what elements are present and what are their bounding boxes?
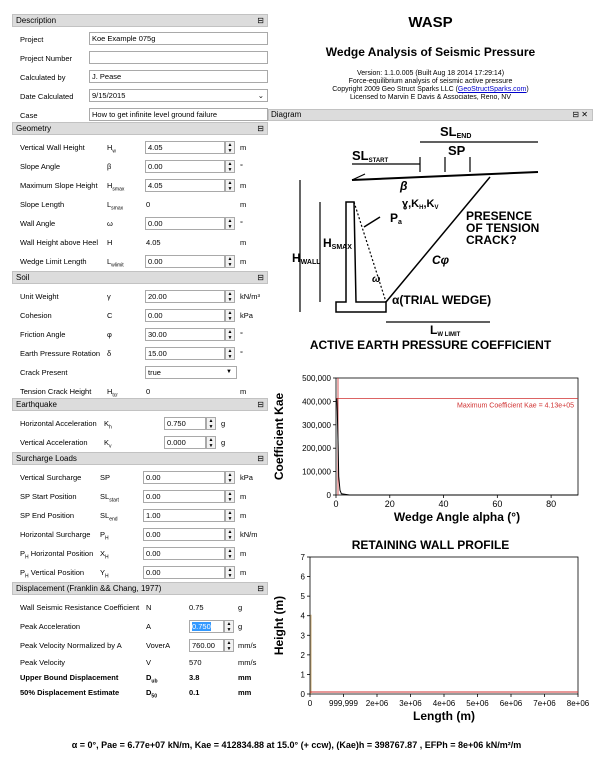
horizontal-surcharge-input[interactable]: 0.00 [143, 528, 225, 541]
wall-profile-chart [268, 555, 593, 735]
x-tick-label: 6e+06 [499, 699, 523, 708]
ph-vertical-stepper[interactable]: ▲ ▼ [225, 566, 235, 579]
case-label: Case [20, 111, 38, 120]
crack-present-label: Crack Present [20, 368, 68, 377]
y-tick-label: 200,000 [302, 444, 331, 454]
horizontal-surcharge-symbol: $P_H$ [100, 530, 109, 542]
unit: ° [240, 349, 243, 358]
unit: ° [240, 162, 243, 171]
earthquake-header[interactable]: Earthquake ⊟ [12, 398, 268, 411]
pin-icon[interactable]: ⊟ [257, 273, 264, 282]
x-tick-label: 7e+06 [533, 699, 556, 708]
cohesion-stepper[interactable]: ▲ ▼ [225, 309, 235, 322]
peak-accel-symbol: A [146, 622, 152, 631]
unit: mm [238, 688, 252, 697]
friction-angle-symbol: φ [107, 330, 112, 339]
slope-angle-symbol: β [107, 162, 112, 171]
x-tick-label: 60 [492, 499, 503, 509]
crack-label: CRACK? [466, 233, 517, 247]
ph-vertical-symbol: $Y_H$ [100, 568, 109, 580]
unit: mm/s [238, 641, 257, 650]
results-summary: α = 0°, Pae = 6.77e+07 kN/m, Kae = 412834.88 at 15.0° (+ ccw), (Kae)h = 398767.87 , EFPh = 8e+06 kN/m²/m [71, 740, 522, 750]
wall-angle-stepper[interactable]: ▲ ▼ [225, 217, 235, 230]
sp-start-symbol: $SL_{start}$ [100, 492, 119, 504]
wall-angle-symbol: ω [107, 219, 113, 228]
unit: g [221, 438, 226, 447]
tension-crack-symbol: $H_{tcr}$ [107, 387, 118, 399]
wall-angle-label: Wall Angle [20, 219, 56, 228]
slope-angle-label: Slope Angle [20, 162, 61, 171]
pa-label: Pa [390, 211, 402, 226]
sp-end-input[interactable]: 1.00 [143, 509, 225, 522]
wall-height-symbol: $H_w$ [107, 143, 117, 155]
max-slope-height-label: Maximum Slope Height [20, 181, 98, 190]
unit: m [240, 181, 247, 190]
x-axis-label: Wedge Angle alpha (°) [393, 510, 521, 524]
unit: g [238, 603, 243, 612]
max-coefficient-annotation: Maximum Coefficient Kae = 4.13e+05 [457, 402, 574, 410]
pressure-rotation-label: Earth Pressure Rotation [20, 349, 101, 358]
beta-label: β [400, 179, 408, 193]
description-section [12, 27, 268, 122]
fifty-percent-label: 50% Displacement Estimate [20, 688, 120, 697]
version-text: Version: 1.1.0.005 (Built Aug 18 2014 17:29:14) [356, 70, 505, 77]
unit-weight-label: Unit Weight [20, 292, 59, 301]
slope-angle-input[interactable]: 0.00 [145, 160, 225, 173]
unit: m [240, 387, 247, 396]
x-tick-label: 20 [384, 499, 395, 509]
horizontal-surcharge-stepper[interactable]: ▲ ▼ [225, 528, 235, 541]
license-text: Licensed to Marvin E Davis & Associates, Reno, NV [349, 94, 512, 101]
unit: m [240, 549, 247, 558]
velocity-normalized-stepper[interactable]: ▲ ▼ [224, 639, 234, 652]
slope-length-label: Slope Length [20, 200, 65, 209]
unit: kN/m [240, 530, 258, 539]
upper-bound-value: 3.8 [189, 673, 200, 682]
y-tick-label: 300,000 [302, 420, 331, 430]
y-tick-label: 1 [300, 670, 305, 680]
fifty-percent-symbol: $D_{50}$ [146, 688, 157, 700]
plot-area [310, 557, 578, 694]
cohesion-label: Cohesion [20, 311, 52, 320]
pressure-rotation-symbol: δ [107, 349, 112, 358]
peak-velocity-symbol: V [146, 658, 152, 667]
date-label: Date Calculated [20, 92, 74, 101]
vertical-accel-label: Vertical Acceleration [20, 438, 88, 447]
friction-angle-label: Friction Angle [20, 330, 66, 339]
max-slope-height-input[interactable]: 4.05 [145, 179, 225, 192]
unit-weight-input[interactable]: 20.00 [145, 290, 225, 303]
website-link[interactable]: GeoStructSparks.com [457, 86, 527, 93]
y-tick-label: 3 [300, 631, 305, 641]
wedge-limit-input[interactable]: 0.00 [145, 255, 225, 268]
fifty-percent-value: 0.1 [189, 688, 200, 697]
unit: m [240, 238, 247, 247]
hwall-label: HWALL [292, 251, 321, 266]
displacement-header[interactable]: Displacement (Franklin && Chang, 1977) ⊟ [12, 582, 268, 595]
wall-angle-input[interactable]: 0.00 [145, 217, 225, 230]
ph-horizontal-symbol: $X_H$ [100, 549, 109, 561]
y-tick-label: 0 [326, 491, 331, 500]
max-slope-height-symbol: $H_{smax}$ [107, 181, 125, 193]
vertical-accel-symbol: $K_v$ [104, 438, 112, 450]
unit: mm/s [238, 658, 257, 667]
unit: ° [240, 219, 243, 228]
lwlimit-label: LW LIMIT [430, 323, 461, 338]
vertical-accel-input[interactable]: 0.000 [164, 436, 206, 449]
unit: m [240, 492, 247, 501]
app-title: WASP [408, 14, 453, 31]
ph-vertical-input[interactable]: 0.00 [143, 566, 225, 579]
wall-height-heel-symbol: H [107, 238, 113, 247]
resistance-symbol: N [146, 603, 152, 612]
soil-header[interactable]: Soil ⊟ [12, 271, 268, 284]
pin-icon[interactable]: ⊟ [572, 110, 580, 119]
unit: m [240, 257, 247, 266]
y-tick-label: 6 [300, 572, 305, 582]
project-number-label: Project Number [20, 54, 73, 63]
friction-angle-stepper[interactable]: ▲ ▼ [225, 328, 235, 341]
pressure-rotation-input[interactable]: 15.00 [145, 347, 225, 360]
unit: g [221, 419, 226, 428]
description-header[interactable]: Description ⊟ [12, 14, 268, 27]
geometry-section [12, 135, 268, 271]
peak-accel-input[interactable]: 0.750 [189, 620, 224, 633]
wall-height-heel-label: Wall Height above Heel [20, 238, 99, 247]
x-tick-label: 0 [307, 699, 313, 708]
ph-horizontal-input[interactable]: 0.00 [143, 547, 225, 560]
project-label: Project [20, 35, 44, 44]
date-picker[interactable]: 9/15/2015 ⌄ [89, 89, 268, 102]
peak-accel-stepper[interactable]: ▲ ▼ [224, 620, 234, 633]
plot-area [336, 378, 578, 495]
slope-angle-stepper[interactable]: ▲ ▼ [225, 160, 235, 173]
y-axis-label: Coefficient Kae [272, 392, 286, 481]
wall-height-input[interactable]: 4.05 [145, 141, 225, 154]
peak-velocity-value: 570 [189, 658, 202, 667]
y-tick-label: 7 [300, 553, 305, 562]
sp-start-input[interactable]: 0.00 [143, 490, 225, 503]
unit: kPa [240, 473, 253, 482]
y-tick-label: 0 [300, 690, 305, 699]
wedge-limit-stepper[interactable]: ▲ ▼ [225, 255, 235, 268]
trial-wedge-label: α(TRIAL WEDGE) [392, 293, 492, 307]
omega-label: ω [372, 274, 381, 285]
wall-height-stepper[interactable]: ▲ ▼ [225, 141, 235, 154]
ph-horizontal-label: $P_H$ Horizontal Position [20, 549, 94, 561]
friction-angle-input[interactable]: 30.00 [145, 328, 225, 341]
vertical-accel-stepper[interactable]: ▲ ▼ [206, 436, 216, 449]
chart2-title: RETAINING WALL PROFILE [351, 538, 510, 552]
peak-accel-label: Peak Acceleration [20, 622, 81, 631]
x-tick-label: 3e+06 [399, 699, 422, 708]
peak-velocity-label: Peak Velocity [20, 658, 66, 667]
geometry-header[interactable]: Geometry ⊟ [12, 122, 268, 135]
soil-section [12, 284, 268, 401]
vertical-surcharge-input[interactable]: 0.00 [143, 471, 225, 484]
pin-icon[interactable]: ⊟ [257, 16, 264, 25]
x-tick-label: 4e+06 [432, 699, 456, 708]
y-axis-label: Height (m) [272, 595, 286, 656]
horizontal-accel-input[interactable]: 0.750 [164, 417, 206, 430]
sp-end-stepper[interactable]: ▲ ▼ [225, 509, 235, 522]
horizontal-accel-label: Horizontal Acceleration [20, 419, 97, 428]
wall-height-heel-value: 4.05 [146, 238, 161, 247]
pin-icon[interactable]: ⊟ [257, 400, 264, 409]
unit: mm [238, 673, 252, 682]
slope-length-value: 0 [146, 200, 151, 209]
wedge-limit-label: Wedge Limit Length [20, 257, 87, 266]
horizontal-surcharge-label: Horizontal Surcharge [20, 530, 91, 539]
y-tick-label: 500,000 [302, 374, 331, 383]
x-tick-label: 8e+06 [566, 699, 590, 708]
unit: g [238, 622, 243, 631]
ph-vertical-label: $P_H$ Vertical Position [20, 568, 85, 580]
resistance-label: Wall Seismic Resistance Coefficient [20, 603, 140, 612]
tagline-text: Force-equilibrium analysis of seismic active pressure [348, 78, 513, 85]
y-tick-label: 5 [300, 592, 305, 602]
sp-start-label: SP Start Position [20, 492, 77, 501]
chevron-down-icon: ⌄ [257, 91, 264, 100]
pin-icon[interactable]: ⊟ [257, 124, 264, 133]
cohesion-symbol: C [107, 311, 113, 320]
wedge-diagram [290, 122, 560, 338]
project-input[interactable]: Koe Example 075g [89, 32, 268, 45]
app-subtitle: Wedge Analysis of Seismic Pressure [325, 45, 536, 59]
presence-label: PRESENCE [466, 209, 533, 223]
chart1-title: ACTIVE EARTH PRESSURE COEFFICIENT [309, 338, 552, 352]
hsmax-label: HSMAX [323, 236, 352, 251]
copyright-text: Copyright 2009 Geo Struct Sparks LLC (GeoStructSparks.com) [332, 86, 529, 93]
dropdown-arrow-icon: ▼ [226, 369, 232, 375]
crack-present-select[interactable]: true ▼ [145, 366, 237, 379]
horizontal-accel-symbol: $K_h$ [104, 419, 112, 431]
sp-start-stepper[interactable]: ▲ ▼ [225, 490, 235, 503]
x-tick-label: 2e+06 [365, 699, 389, 708]
case-input[interactable]: How to get infinite level ground failure [89, 108, 268, 121]
tension-crack-label: Tension Crack Height [20, 387, 92, 396]
sp-end-label: SP End Position [20, 511, 75, 520]
sp-end-symbol: $SL_{end}$ [100, 511, 118, 523]
velocity-normalized-input[interactable]: 760.00 [189, 639, 224, 652]
tension-label: OF TENSION [466, 221, 540, 235]
close-icon[interactable]: ✕ [581, 110, 588, 119]
surcharge-section [12, 465, 268, 582]
sp-label: SP [448, 143, 466, 158]
pressure-rotation-stepper[interactable]: ▲ ▼ [225, 347, 235, 360]
calculated-by-label: Calculated by [20, 73, 66, 82]
x-tick-label: 999,999 [329, 699, 358, 708]
app-info [268, 70, 593, 102]
x-tick-label: 80 [546, 499, 557, 509]
unit: kN/m³ [240, 292, 260, 301]
pin-icon[interactable]: ⊟ [257, 584, 264, 593]
vertical-surcharge-stepper[interactable]: ▲ ▼ [225, 471, 235, 484]
wedge-limit-symbol: $L_{wlimit}$ [107, 257, 124, 269]
resistance-value: 0.75 [189, 603, 204, 612]
vertical-surcharge-symbol: SP [100, 473, 111, 482]
input-panel [12, 14, 268, 701]
project-number-input[interactable] [89, 51, 268, 64]
upper-bound-label: Upper Bound Displacement [20, 673, 119, 682]
sl-start-label: SLSTART [352, 148, 389, 164]
displacement-section [12, 595, 268, 701]
diagram-header[interactable]: Diagram ⊟ ✕ [268, 109, 593, 121]
calculated-by-input[interactable]: J. Pease [89, 70, 268, 83]
unit-weight-symbol: γ [107, 292, 111, 301]
unit: m [240, 511, 247, 520]
surcharge-header[interactable]: Surcharge Loads ⊟ [12, 452, 268, 465]
slope-length-symbol: $L_{smax}$ [107, 200, 124, 212]
vertical-surcharge-label: Vertical Surcharge [20, 473, 82, 482]
pin-icon[interactable]: ⊟ [257, 454, 264, 463]
unit: ° [240, 330, 243, 339]
x-tick-label: 5e+06 [466, 699, 489, 708]
max-slope-height-stepper[interactable]: ▲ ▼ [225, 179, 235, 192]
ph-horizontal-stepper[interactable]: ▲ ▼ [225, 547, 235, 560]
cphi-label: Cφ [432, 253, 450, 267]
y-tick-label: 400,000 [302, 397, 331, 407]
forces-label: ɣ,KH,KV [402, 198, 439, 211]
cohesion-input[interactable]: 0.00 [145, 309, 225, 322]
unit-weight-stepper[interactable]: ▲ ▼ [225, 290, 235, 303]
unit: m [240, 568, 247, 577]
x-tick-label: 0 [333, 499, 339, 509]
earthquake-section [12, 411, 268, 452]
upper-bound-symbol: $D_{ub}$ [146, 673, 158, 685]
velocity-normalized-symbol: VoverA [146, 641, 171, 650]
y-tick-label: 4 [300, 611, 305, 621]
unit: kPa [240, 311, 253, 320]
tension-crack-value: 0 [146, 387, 151, 396]
y-tick-label: 100,000 [302, 467, 331, 477]
velocity-normalized-label: Peak Velocity Normalized by A [20, 641, 122, 650]
x-tick-label: 40 [438, 499, 449, 509]
unit: m [240, 143, 247, 152]
sl-end-label: SLEND [440, 124, 472, 140]
unit: m [240, 200, 247, 209]
y-tick-label: 2 [300, 650, 305, 660]
kae-chart [268, 370, 593, 535]
wall-height-label: Vertical Wall Height [20, 143, 85, 152]
horizontal-accel-stepper[interactable]: ▲ ▼ [206, 417, 216, 430]
x-axis-label: Length (m) [413, 709, 475, 723]
